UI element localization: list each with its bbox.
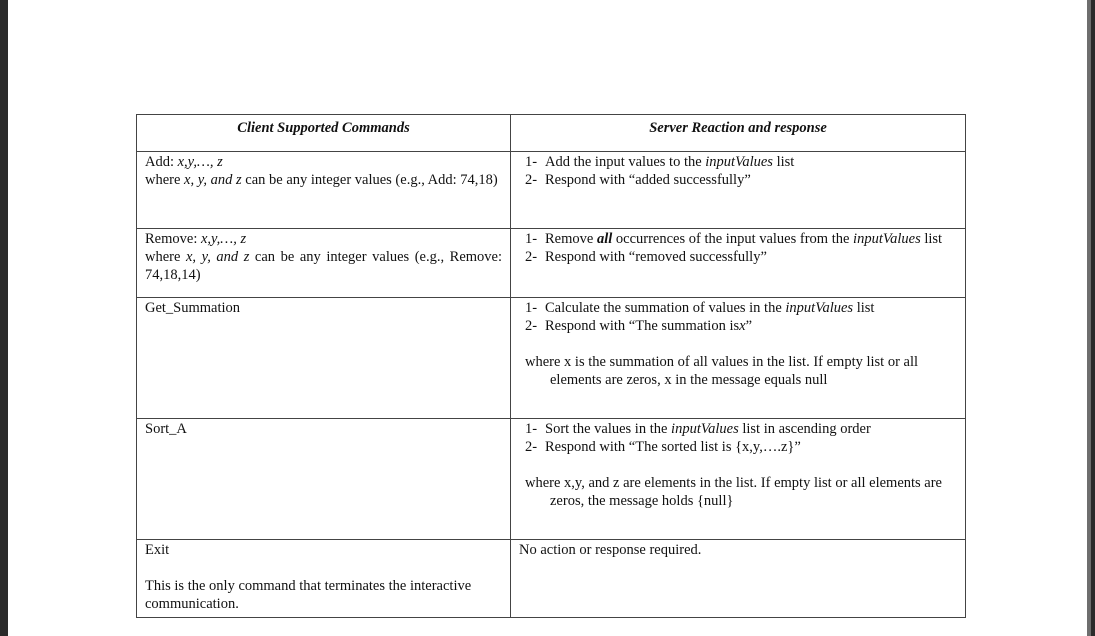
command-cell-get-summation: Get_Summation bbox=[137, 298, 511, 419]
table-row-get-summation bbox=[137, 298, 966, 419]
summation-note: where x is the summation of all values in the list. If empty list or all elements are zeros, x in the message equals null bbox=[525, 354, 919, 388]
command-cell-remove: Remove: x,y,…, z where x, y, and z can be any integer values (e.g., Remove: 74,18,14) bbox=[137, 229, 511, 298]
sort-note: where x,y, and z are elements in the list. If empty list or all elements are zeros, the message holds {null} bbox=[525, 475, 942, 509]
command-cell-sort-a: Sort_A bbox=[137, 419, 511, 540]
document-page bbox=[8, 0, 1091, 636]
table-row-add bbox=[137, 152, 966, 229]
list-item: 2- Respond with “removed successfully” bbox=[525, 249, 767, 265]
header-server-reaction: Server Reaction and response bbox=[511, 115, 966, 152]
list-item: 1- Remove all occurrences of the input values from the inputValues list bbox=[525, 231, 943, 247]
response-cell-get-summation bbox=[511, 298, 966, 419]
response-cell-sort-a bbox=[511, 419, 966, 540]
table-header-row bbox=[137, 115, 966, 152]
table-row-remove bbox=[137, 229, 966, 298]
table-row-sort-a bbox=[137, 419, 966, 540]
list-item: 1- Sort the values in the inputValues list in ascending order bbox=[525, 421, 871, 437]
window-edge bbox=[1087, 0, 1091, 636]
list-item: 2- Respond with “added successfully” bbox=[525, 172, 751, 188]
exit-note: This is the only command that terminates the interactive communication. bbox=[145, 578, 472, 612]
response-cell-add bbox=[511, 152, 966, 229]
command-cell-exit: Exit This is the only command that terminates the interactive communication. bbox=[137, 540, 511, 618]
list-item: 1- Add the input values to the inputValues list bbox=[525, 154, 795, 170]
response-cell-exit: No action or response required. bbox=[511, 540, 966, 618]
table-row-exit bbox=[137, 540, 966, 618]
header-client-commands: Client Supported Commands bbox=[137, 115, 511, 152]
list-item: 1- Calculate the summation of values in the inputValues list bbox=[525, 300, 875, 316]
response-cell-remove bbox=[511, 229, 966, 298]
command-cell-add: Add: x,y,…, z where x, y, and z can be any integer values (e.g., Add: 74,18) bbox=[137, 152, 511, 229]
list-item: 2- Respond with “The summation isx” bbox=[525, 318, 752, 334]
list-item: 2- Respond with “The sorted list is {x,y,….z}” bbox=[525, 439, 801, 455]
commands-table bbox=[136, 114, 966, 618]
